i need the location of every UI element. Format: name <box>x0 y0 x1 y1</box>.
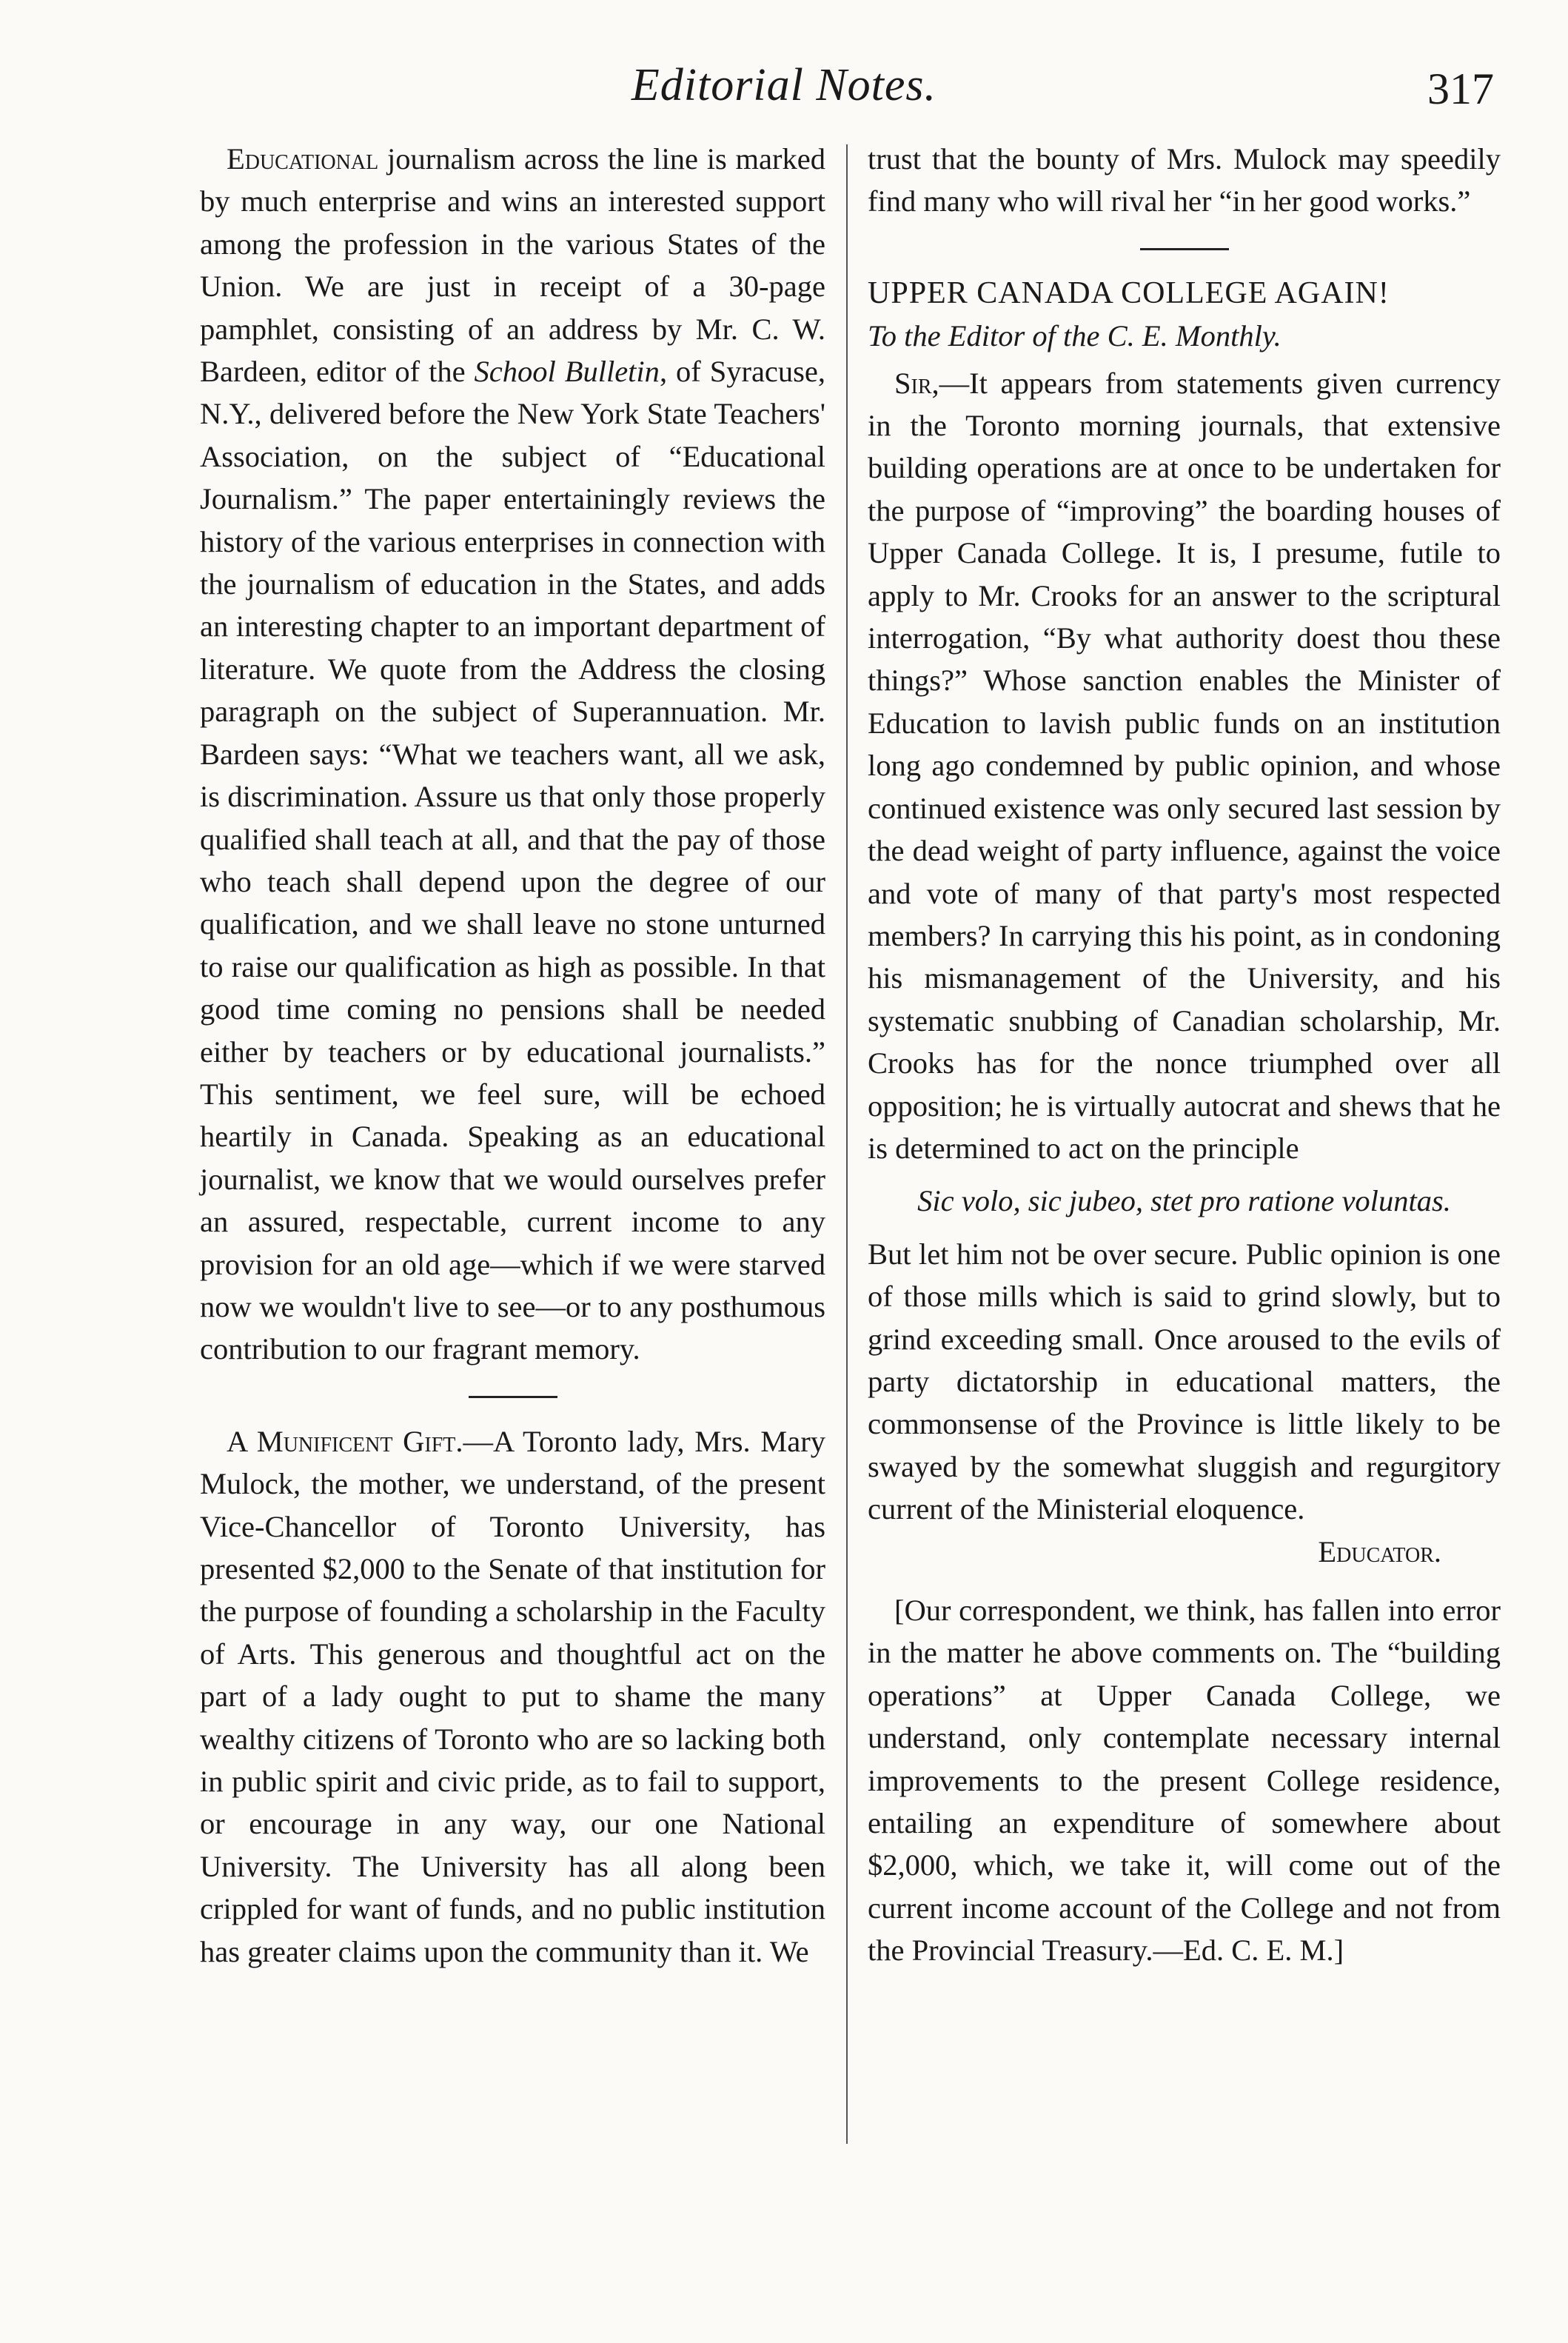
to-editor-line: To the Editor of the C. E. Monthly. <box>868 319 1281 353</box>
editor-reply: [Our correspondent, we think, has fallen into error in the matter he above comments on. The “building operations” at Upper Canada College, we understand, only contemplate necessary internal improvements to the present College residence, entailing an expenditure of somewhere about $2,000, which, we take it, will come out of the current income account of the College and not from the Provincial Treasury.—Ed. C. E. M.] <box>868 1594 1501 1968</box>
munificent-gift-lead: A Munificent Gift. <box>227 1424 463 1458</box>
ucc-heading: UPPER CANADA COLLEGE AGAIN! <box>868 275 1390 310</box>
page-number: 317 <box>1427 64 1494 113</box>
munificent-gift-paragraph <box>200 1420 825 1973</box>
page-header <box>0 44 1568 126</box>
left-column <box>200 138 825 1973</box>
educational-journalism-lead: Educational <box>227 142 379 176</box>
letter-body: —It appears from statements given currency in the Toronto morning journals, that extensive building operations are at once to be undertaken for the purpose of “improving” the boarding houses of Upper Canada College. It is, I presume, futile to apply to Mr. Crooks for an answer to the scriptural interrogation, “By what authority doest thou these things?” Whose sanction enables the Minister of Education to lavish public funds on an institution long ago condemned by public opinion, and whose continued existence was only secured last session by the dead weight of party influence, against the voice and vote of many of that party's most respected members? In carrying this his point, as in condoning his mismanagement of the University, and his systematic snubbing of Canadian scholarship, Mr. Crooks has for the nonce triumphed over all opposition; he is virtually autocrat and shews that he is determined to act on the principle <box>868 366 1501 1165</box>
running-head: Editorial Notes. <box>631 60 937 110</box>
school-bulletin-title: School Bulletin <box>474 355 660 389</box>
letter-closing-paragraph: But let him not be over secure. Public opinion is one of those mills which is said to grind slowly, but to grind exceeding small. Once aroused to the evils of party dictatorship in educational matters, the commonsense of the Province is little likely to be swayed by the somewhat sluggish and regurgitory current of the Ministerial eloquence. <box>868 1237 1501 1526</box>
right-column <box>868 138 1501 1972</box>
munificent-gift-text: —A Toronto lady, Mrs. Mary Mulock, the mother, we understand, of the present Vice-Chancellor of Toronto University, has presented $2,000 to the Senate of that institution for the purpose of founding a scholarship in the Faculty of Arts. This generous and thoughtful act on the part of a lady ought to put to shame the many wealthy citizens of Toronto who are so lacking both in public spirit and civic pride, as to fail to support, or encourage in any way, our one National University. The University has all along been crippled for want of funds, and no public institution has greater claims upon the community than it. We <box>200 1424 826 1968</box>
section-separator <box>1140 248 1229 250</box>
signature: Educator. <box>1318 1534 1441 1568</box>
letter-salutation: Sir, <box>894 366 939 400</box>
educational-journalism-text-after: , of Syracuse, N.Y., delivered before the New York State Teachers' Association, on the subject of “Educational Journalism.” The paper entertainingly reviews the history of the various enterprises in connection with the journalism of education in the States, and adds an interesting chapter to an important department of literature. We quote from the Address the closing paragraph on the subject of Superannuation. Mr. Bardeen says: “What we teachers want, all we ask, is discrimination. Assure us that only those properly qualified shall teach at all, and that the pay of those who teach shall depend upon the degree of our qualification, and we shall leave no stone unturned to raise our qualification as high as possible. In that good time coming no pensions shall be needed either by teachers or by educational journalists.” This sentiment, we feel sure, will be echoed heartily in Canada. Speaking as an educational journalist, we know that we would ourselves prefer an assured, respectable, current income to any provision for an old age—which if we were starved now we wouldn't live to see—or to any posthumous contribution to our fragrant memory. <box>200 355 826 1366</box>
column-divider <box>846 144 848 2144</box>
educational-journalism-paragraph <box>200 138 825 1371</box>
continuation-paragraph: trust that the bounty of Mrs. Mulock may speedily find many who will rival her “in her good works.” <box>868 142 1501 218</box>
educational-journalism-text: journalism across the line is marked by much enterprise and wins an interested support among the profession in the various States of the Union. We are just in receipt of a 30-page pamphlet, consisting of an address by Mr. C. W. Bardeen, editor of the <box>200 142 825 389</box>
latin-quote: Sic volo, sic jubeo, stet pro ratione voluntas. <box>917 1184 1451 1218</box>
letter-paragraph <box>868 362 1501 1170</box>
section-separator <box>469 1396 557 1398</box>
